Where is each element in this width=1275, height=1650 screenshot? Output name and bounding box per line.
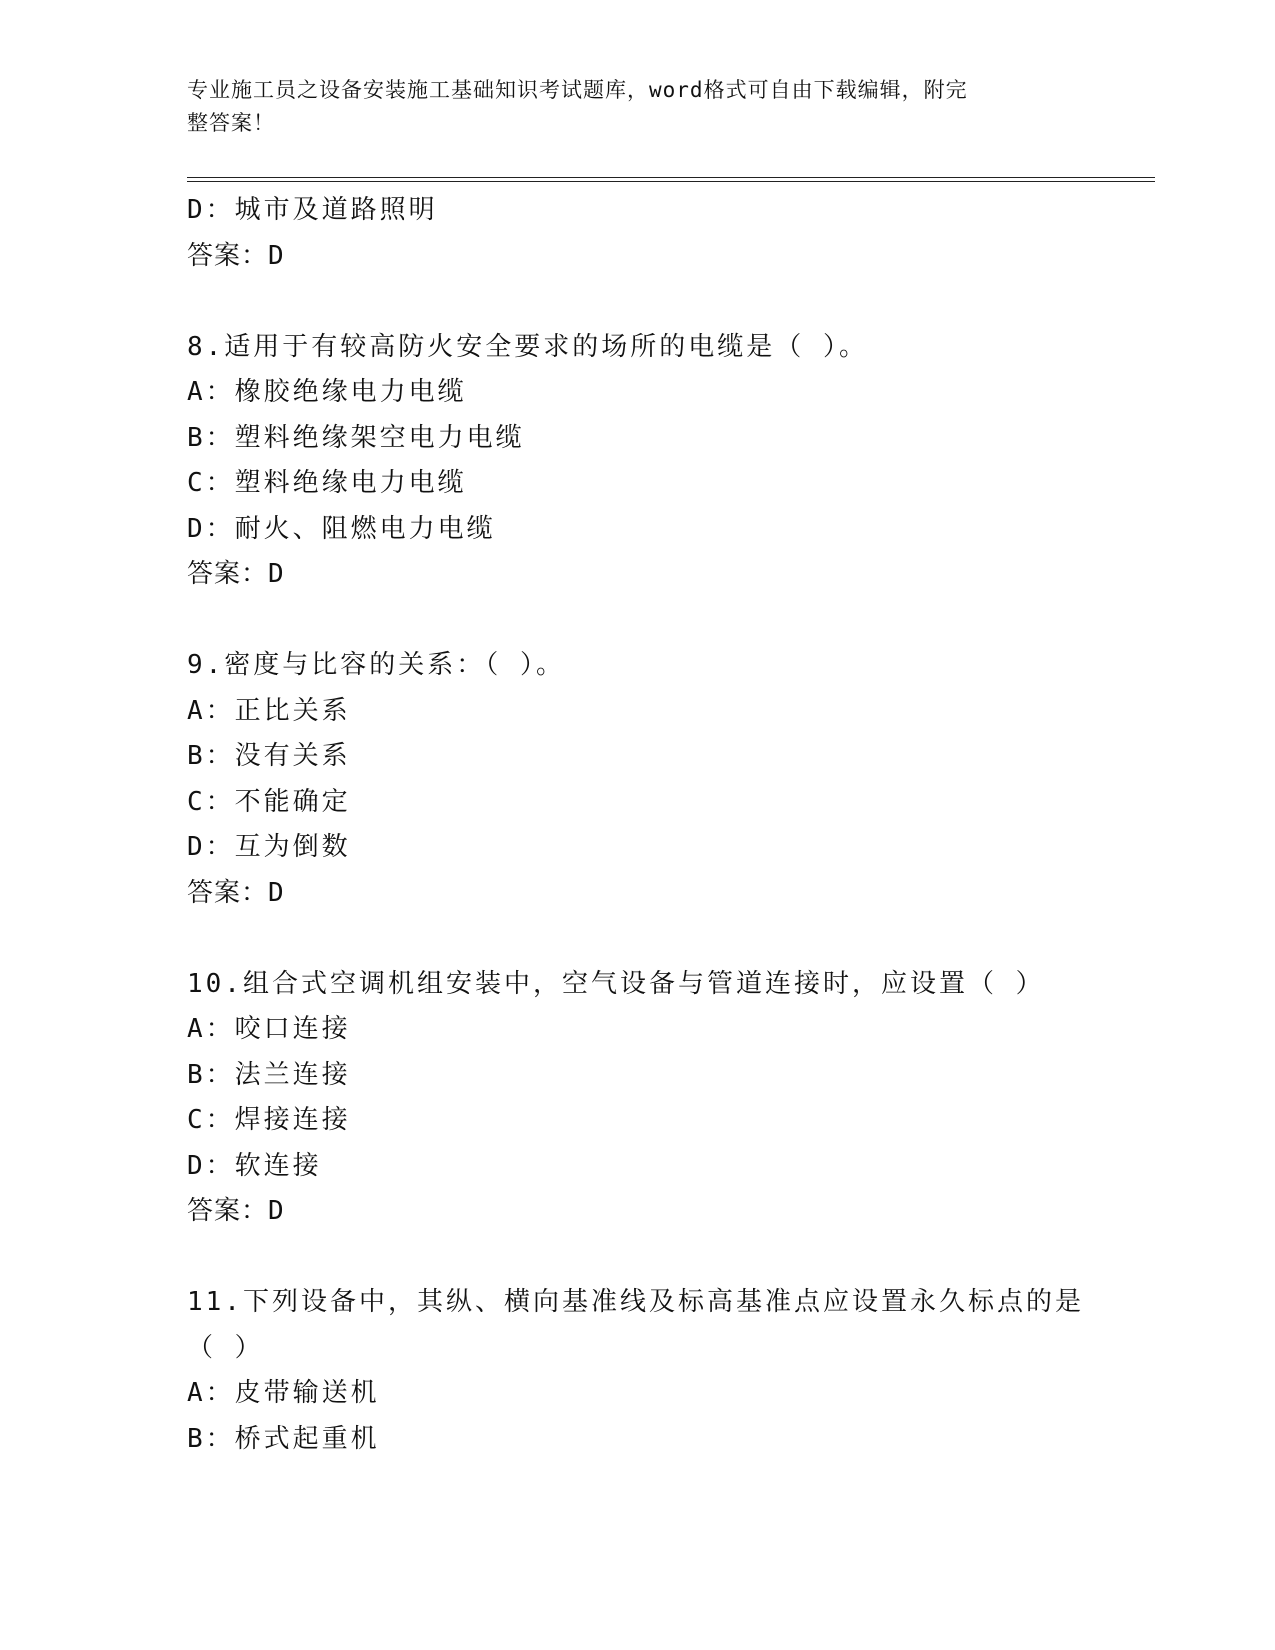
question-stem: 10.组合式空调机组安装中，空气设备与管道连接时，应设置（ ） [187,968,1045,999]
answer: 答案：D [187,1196,285,1226]
option-a: A：正比关系 [187,695,351,726]
option-d: D：互为倒数 [187,832,351,862]
option-d: D：耐火、阻燃电力电缆 [187,513,496,544]
question-9 [187,643,1127,916]
option-a: A：皮带输送机 [187,1378,380,1408]
header-title-line-1: 专业施工员之设备安装施工基础知识考试题库，word格式可自由下载编辑，附完 [187,78,968,102]
option-d: D：城市及道路照明 [187,195,438,225]
option-b: B：桥式起重机 [187,1423,380,1454]
answer: 答案：D [187,877,285,908]
header-rule-top [187,177,1155,178]
option-b: B：塑料绝缘架空电力电缆 [187,422,525,453]
option-c: C：塑料绝缘电力电缆 [187,468,467,498]
header-title-line-2: 整答案！ [187,111,275,135]
option-b: B：没有关系 [187,741,351,771]
question-list [187,188,1127,1462]
document-header [187,74,1067,140]
option-d: D：软连接 [187,1150,322,1181]
option-a: A：橡胶绝缘电力电缆 [187,377,467,407]
question-7-tail [187,188,1127,279]
option-b: B：法兰连接 [187,1059,351,1090]
question-stem-line-1: 11.下列设备中，其纵、横向基准线及标高基准点应设置永久标点的是 [187,1287,1084,1317]
option-c: C：焊接连接 [187,1105,351,1135]
option-a: A：咬口连接 [187,1014,351,1044]
question-10 [187,962,1127,1235]
answer: 答案：D [187,240,285,271]
option-c: C：不能确定 [187,786,351,817]
question-stem: 9.密度与比容的关系：（ ）。 [187,650,565,680]
question-stem-line-2: （ ） [187,1332,264,1363]
question-stem: 8.适用于有较高防火安全要求的场所的电缆是（ ）。 [187,331,868,362]
question-11 [187,1280,1127,1462]
question-8 [187,325,1127,598]
answer: 答案：D [187,559,285,589]
header-rule-bottom [187,181,1155,182]
